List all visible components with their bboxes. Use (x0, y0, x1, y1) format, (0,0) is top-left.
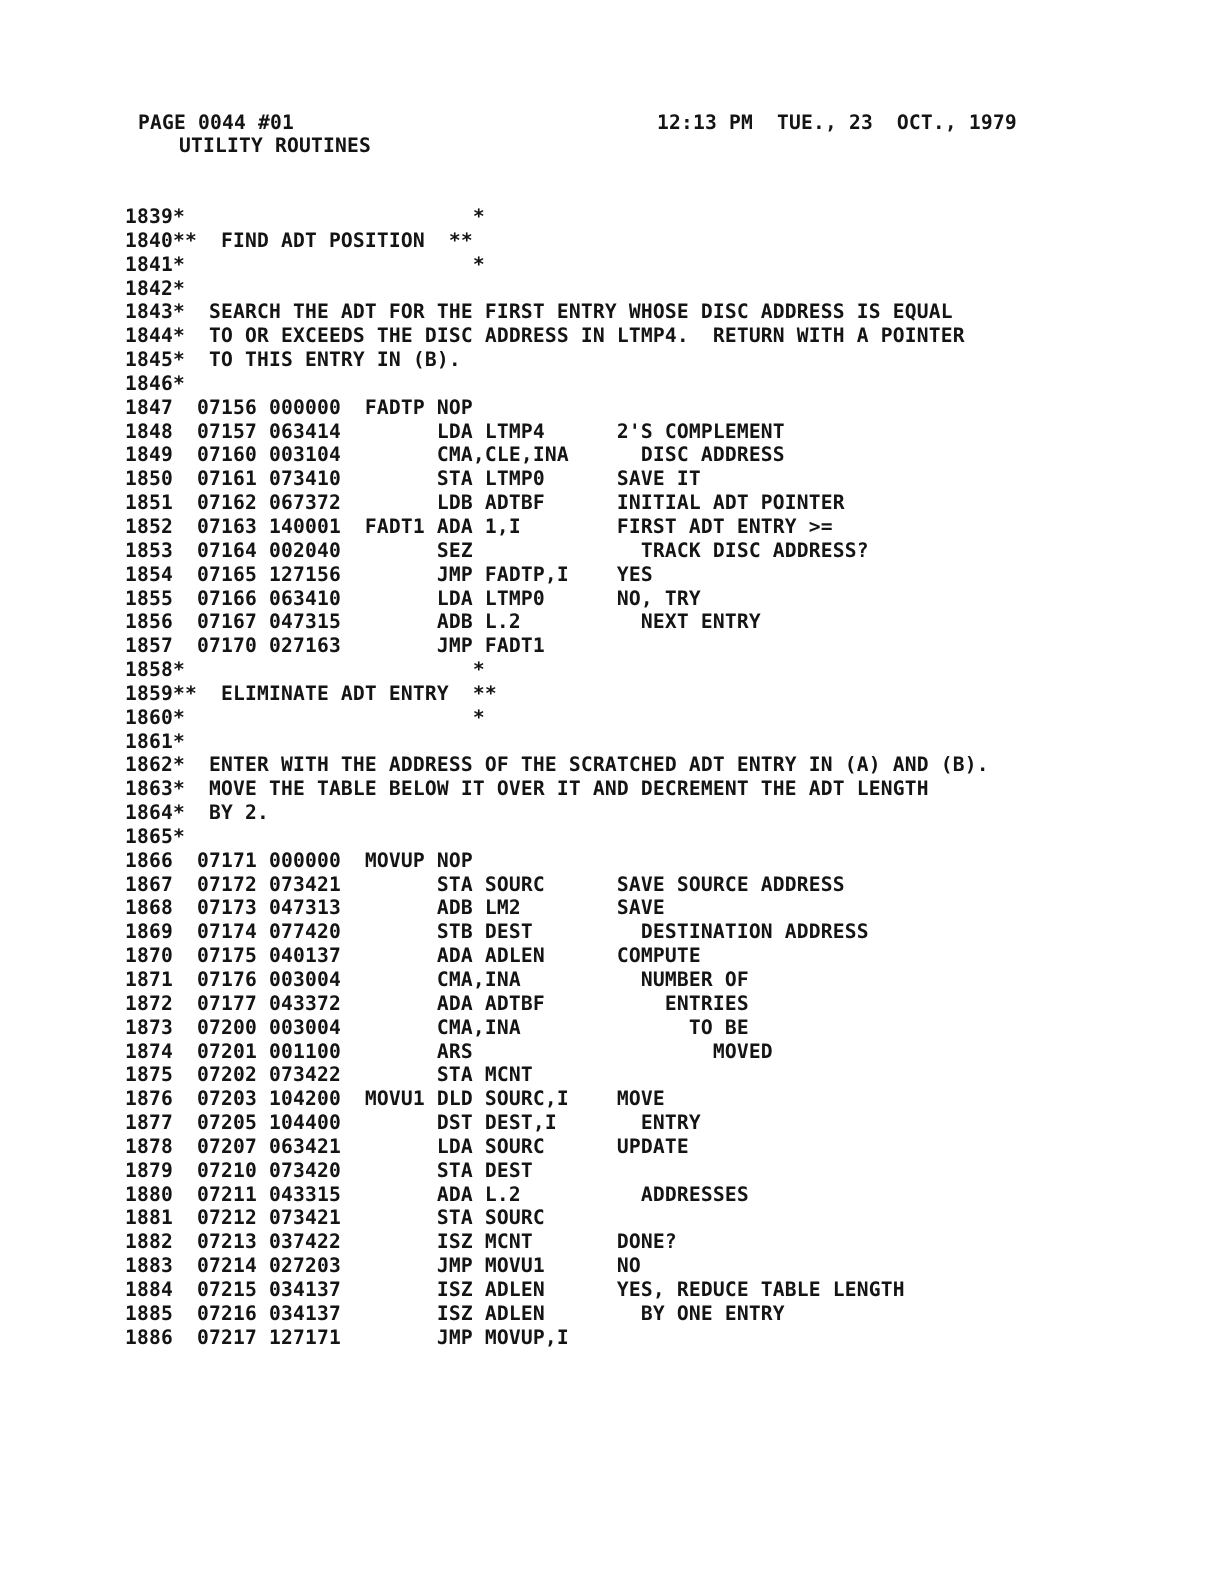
listing-line: 1839* * (125, 205, 485, 228)
listing-line: 1841* * (125, 252, 485, 276)
listing-line: 1868 07173 047313 ADB LM2 SAVE (125, 896, 665, 920)
listing-line: 1886 07217 127171 JMP MOVUP,I (125, 1325, 569, 1349)
listing-line: 1865* (125, 824, 185, 848)
print-timestamp: 12:13 PM TUE., 23 OCT., 1979 (657, 111, 1017, 134)
listing-line: 1840** FIND ADT POSITION ** (125, 228, 473, 252)
listing-line: 1872 07177 043372 ADA ADTBF ENTRIES (125, 991, 749, 1015)
listing-line: 1874 07201 001100 ARS MOVED (125, 1039, 773, 1063)
listing-line: 1858* * (125, 658, 485, 682)
listing-line: 1861* (125, 729, 185, 753)
listing-line: 1885 07216 034137 ISZ ADLEN BY ONE ENTRY (125, 1301, 785, 1325)
listing-line: 1880 07211 043315 ADA L.2 ADDRESSES (125, 1182, 749, 1206)
listing-line: 1848 07157 063414 LDA LTMP4 2'S COMPLEMENT (125, 419, 785, 443)
listing-line: 1843* SEARCH THE ADT FOR THE FIRST ENTRY WHOSE DISC ADDRESS IS EQUAL (125, 300, 953, 324)
listing-line: 1869 07174 077420 STB DEST DESTINATION ADDRESS (125, 920, 869, 944)
listing-line: 1867 07172 073421 STA SOURC SAVE SOURCE ADDRESS (125, 872, 845, 896)
listing-line: 1849 07160 003104 CMA,CLE,INA DISC ADDRESS (125, 443, 785, 467)
listing-line: 1854 07165 127156 JMP FADTP,I YES (125, 562, 653, 586)
listing-line: 1860* * (125, 705, 485, 729)
page-number: PAGE 0044 #01 (138, 111, 294, 134)
listing-line: 1866 07171 000000 MOVUP NOP (125, 848, 473, 872)
listing-line: 1862* ENTER WITH THE ADDRESS OF THE SCRATCHED ADT ENTRY IN (A) AND (B). (125, 753, 989, 777)
listing-line: 1863* MOVE THE TABLE BELOW IT OVER IT AND DECREMENT THE ADT LENGTH (125, 777, 929, 801)
listing-line: 1851 07162 067372 LDB ADTBF INITIAL ADT POINTER (125, 491, 845, 515)
listing-line: 1852 07163 140001 FADT1 ADA 1,I FIRST ADT ENTRY >= (125, 514, 833, 538)
listing-line: 1850 07161 073410 STA LTMP0 SAVE IT (125, 467, 701, 491)
listing-line: 1855 07166 063410 LDA LTMP0 NO, TRY (125, 586, 701, 610)
listing-line: 1877 07205 104400 DST DEST,I ENTRY (125, 1111, 701, 1135)
listing-line: 1845* TO THIS ENTRY IN (B). (125, 348, 461, 372)
listing-line: 1884 07215 034137 ISZ ADLEN YES, REDUCE TABLE LENGTH (125, 1277, 905, 1301)
listing-line: 1847 07156 000000 FADTP NOP (125, 395, 473, 419)
listing-line: 1842* (125, 276, 185, 300)
listing-line: 1878 07207 063421 LDA SOURC UPDATE (125, 1134, 689, 1158)
listing-line: 1853 07164 002040 SEZ TRACK DISC ADDRESS? (125, 538, 869, 562)
listing-line: 1883 07214 027203 JMP MOVU1 NO (125, 1254, 641, 1278)
listing-line: 1859** ELIMINATE ADT ENTRY ** (125, 681, 497, 705)
listing-line: 1844* TO OR EXCEEDS THE DISC ADDRESS IN LTMP4. RETURN WITH A POINTER (125, 324, 965, 348)
listing-line: 1876 07203 104200 MOVU1 DLD SOURC,I MOVE (125, 1087, 665, 1111)
listing-line: 1875 07202 073422 STA MCNT (125, 1063, 533, 1087)
listing-line: 1870 07175 040137 ADA ADLEN COMPUTE (125, 944, 701, 968)
listing-line: 1856 07167 047315 ADB L.2 NEXT ENTRY (125, 610, 761, 634)
listing-line: 1871 07176 003004 CMA,INA NUMBER OF (125, 968, 749, 991)
section-title: UTILITY ROUTINES (179, 134, 371, 157)
listing-line: 1873 07200 003004 CMA,INA TO BE (125, 1015, 749, 1039)
listing-line: 1879 07210 073420 STA DEST (125, 1158, 533, 1182)
listing-line: 1864* BY 2. (125, 801, 269, 825)
listing-line: 1857 07170 027163 JMP FADT1 (125, 634, 545, 658)
listing-line: 1846* (125, 371, 185, 395)
listing-line: 1881 07212 073421 STA SOURC (125, 1206, 545, 1230)
assembly-listing (125, 205, 1205, 1350)
listing-line: 1882 07213 037422 ISZ MCNT DONE? (125, 1230, 677, 1254)
